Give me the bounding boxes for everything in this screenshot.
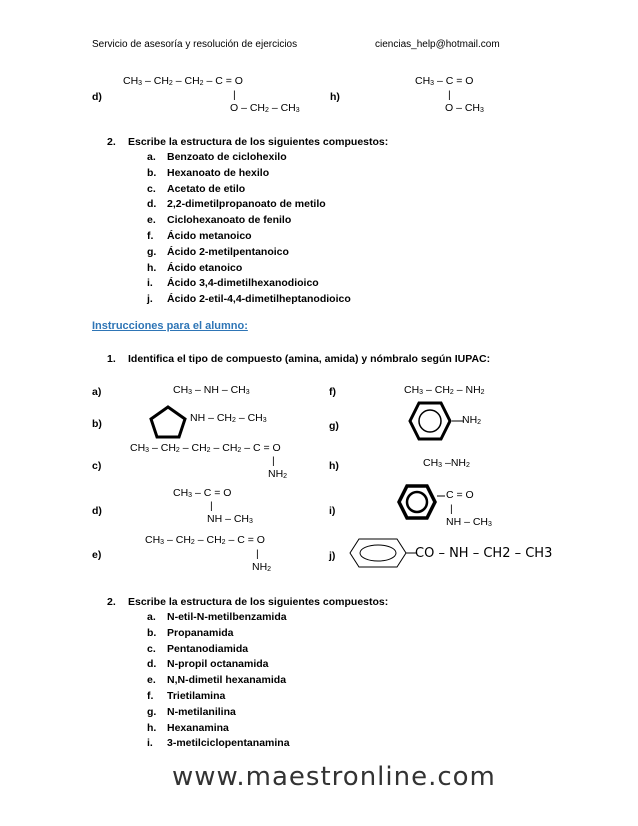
list-item-text: Ácido etanoico [167,261,243,274]
amine-h-label: h) [329,460,339,472]
list-item-text: N-etil-N-metilbenzamida [167,611,287,623]
list-item-letter: g. [147,245,157,258]
cyclopentane-ring-icon [148,404,188,440]
amine-a-formula: CH3 – NH – CH3 [173,384,250,396]
list-item-letter: h. [147,261,157,274]
amide-j-label: j) [329,550,336,562]
ester-d-line2: O – CH2 – CH3 [230,102,300,114]
list-item-letter: i. [147,277,153,290]
amine-h-formula: CH3 –NH2 [423,457,470,469]
amide-d-line2: NH – CH3 [207,513,253,525]
list-item-letter: j. [147,293,153,306]
section3-title: Escribe la estructura de los siguientes compuestos: [128,596,389,608]
instructions-heading: Instrucciones para el alumno: [92,320,248,332]
amine-g-formula: NH2 [462,414,482,426]
list-item-letter: h. [147,721,157,734]
amine-g-label: g) [329,420,339,432]
amine-b-formula: NH – CH2 – CH3 [190,412,267,424]
amide-d-label: d) [92,505,102,517]
section2-number: 1. [107,353,116,365]
header-left: Servicio de asesoría y resolución de ejercicios [92,39,298,50]
ester-h-bond: | [448,89,451,101]
amide-c-line2: NH2 [268,468,288,480]
list-item-text: N-propil octanamida [167,658,269,671]
list-item-text: Propanamida [167,626,234,639]
list-item-letter: b. [147,166,157,179]
benzene-ring-icon [408,401,452,441]
amine-b-label: b) [92,418,102,430]
header-right: ciencias_help@hotmail.com [375,39,500,50]
amine-f-label: f) [329,386,336,398]
list-item-text: Pentanodiamida [167,642,249,655]
list-item-letter: e. [147,674,156,687]
amine-a-label: a) [92,386,102,398]
amide-j-formula: CO – NH – CH2 – CH3 [415,546,553,561]
ester-d-bond: | [233,89,236,101]
amide-e-line2: NH2 [252,561,272,573]
section3-number: 2. [107,596,116,608]
list-item-text: 3-metilciclopentanamina [167,737,290,750]
amide-i-line1: C = O [446,489,474,501]
list-item-text: Trietilamina [167,690,226,702]
list-item-text: Ácido 2-metilpentanoico [167,245,289,258]
list-item-text: N,N-dimetil hexanamida [167,674,287,687]
ester-d-label: d) [92,91,102,103]
amide-c-line1: CH3 – CH2 – CH2 – CH2 – C = O [130,442,281,454]
list-item-text: Ácido 2-etil-4,4-dimetilheptanodioico [167,293,351,306]
list-item-letter: e. [147,214,156,227]
section1-number: 2. [107,136,116,148]
list-item-letter: a. [147,611,156,623]
amide-e-label: e) [92,549,102,561]
amide-d-bond: | [210,500,213,512]
list-item-letter: d. [147,658,157,671]
list-item-letter: b. [147,626,157,639]
amide-i-bond: | [450,503,453,515]
list-item-text: Benzoato de ciclohexilo [167,151,287,163]
amide-d-line1: CH3 – C = O [173,487,232,499]
amine-f-formula: CH3 – CH2 – NH2 [404,384,485,396]
list-item-text: Hexanoato de hexilo [167,166,270,179]
section1-title: Escribe la estructura de los siguientes compuestos: [128,136,389,148]
list-item-letter: d. [147,198,157,211]
list-item-letter: f. [147,690,154,702]
list-item-text: Ácido 3,4-dimetilhexanodioico [167,277,319,290]
list-item-text: Ciclohexanoato de fenilo [167,214,292,227]
i-bond-line [437,495,445,497]
list-item-letter: c. [147,642,156,655]
amide-c-label: c) [92,460,102,472]
list-item-letter: c. [147,182,156,195]
list-item-letter: i. [147,737,153,750]
ester-d-line1: CH3 – CH2 – CH2 – C = O [123,75,243,87]
footer-website: www.maestronline.com [172,762,496,792]
amide-e-bond: | [256,548,259,560]
ester-h-label: h) [330,91,340,103]
list-item-letter: f. [147,230,154,242]
amide-e-line1: CH3 – CH2 – CH2 – C = O [145,534,265,546]
list-item-text: Acetato de etilo [167,182,246,195]
list-item-text: N-metilanilina [167,705,236,718]
list-item-text: Ácido metanoico [167,230,252,242]
amide-i-line2: NH – CH3 [446,516,492,528]
ester-h-line2: O – CH3 [445,102,484,114]
benzene-ring-icon [349,538,407,568]
section2-title: Identifica el tipo de compuesto (amina, amida) y nómbralo según IUPAC: [128,353,491,365]
list-item-text: Hexanamina [167,721,229,734]
list-item-letter: g. [147,705,157,718]
benzene-ring-icon [397,484,437,520]
list-item-text: 2,2-dimetilpropanoato de metilo [167,198,326,211]
amide-c-bond: | [272,455,275,467]
amide-i-label: i) [329,505,336,517]
ester-h-line1: CH3 – C = O [415,75,474,87]
list-item-letter: a. [147,151,156,163]
